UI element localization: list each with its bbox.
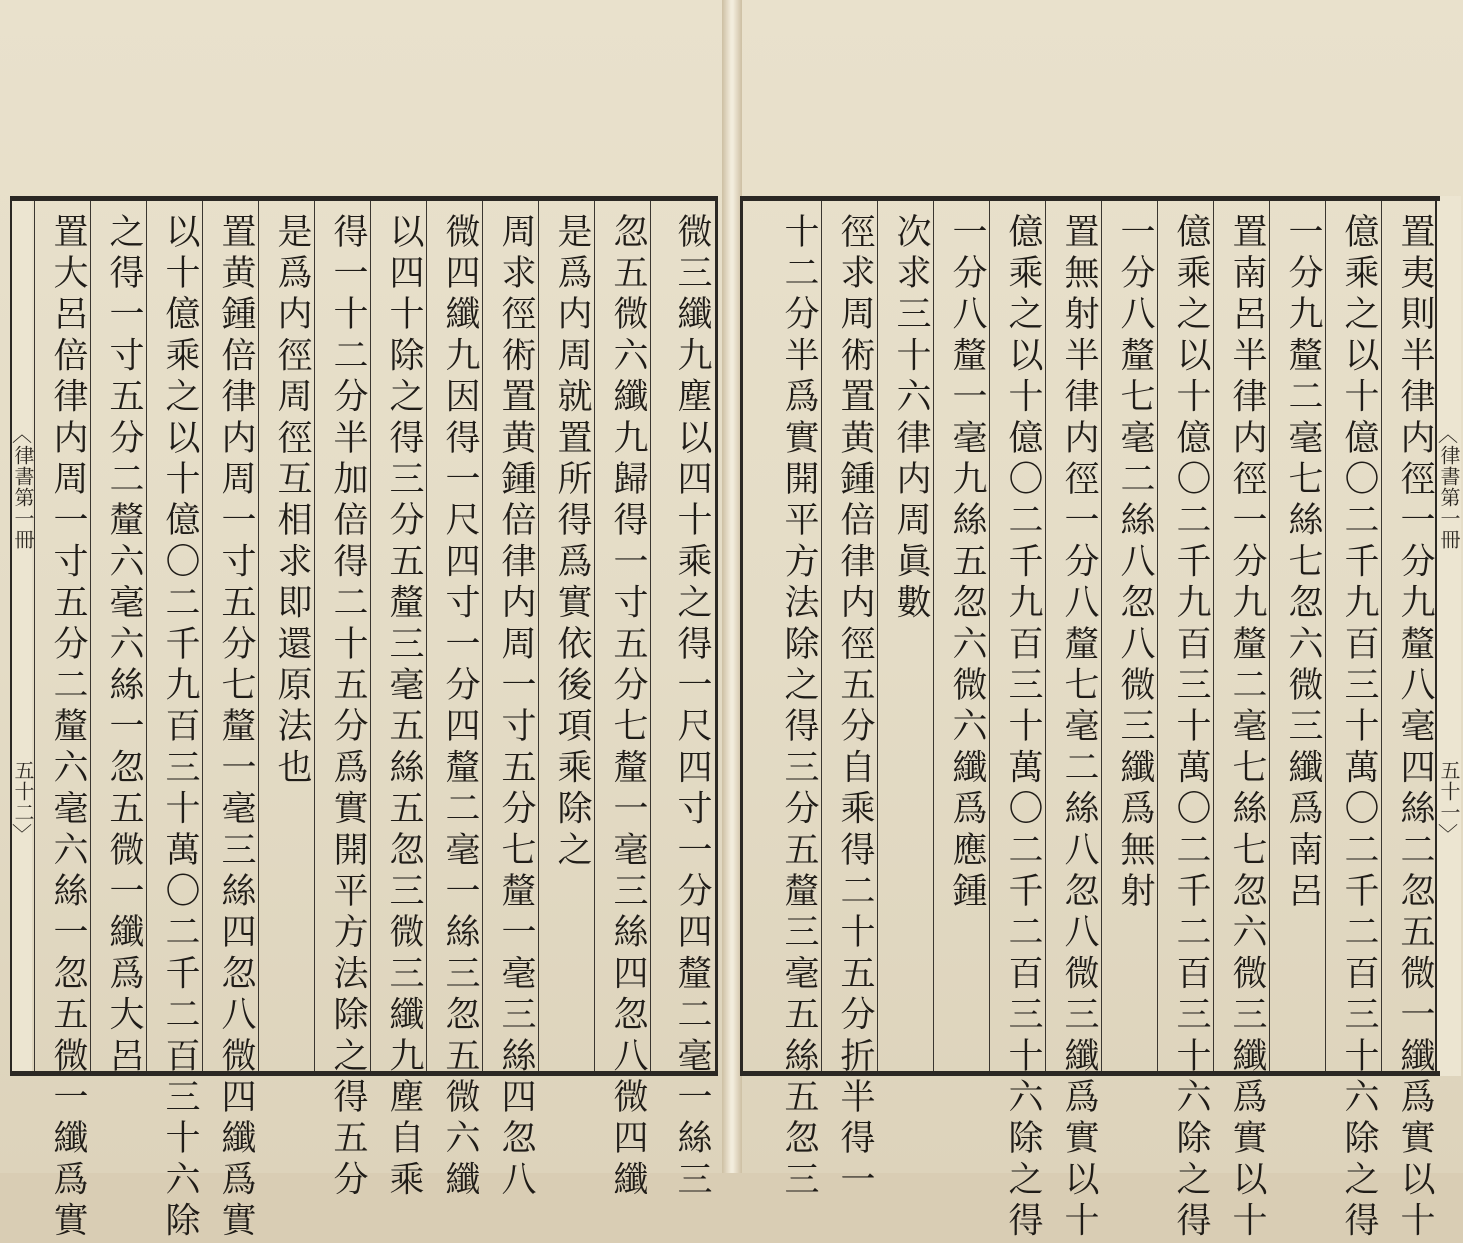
- left-text-frame: [10, 196, 718, 1243]
- book-title-right: 律書第一冊: [1437, 445, 1461, 550]
- text-column: 一分九釐二毫七絲七忽六微三纖爲南呂: [1269, 201, 1325, 1071]
- right-text-frame: [740, 196, 1440, 1243]
- text-column: 周求徑術置黄鍾倍律内周一寸五分七釐一毫三絲四忽八: [482, 201, 538, 1071]
- text-column: 置夷則半律内徑一分九釐八毫四絲二忽五微一纖爲實以十: [1381, 201, 1437, 1071]
- fish-tail-mark-bottom-left: ﹀: [12, 822, 32, 846]
- page-number-right: 五十一: [1437, 760, 1461, 823]
- page-number-left: 五十二: [11, 760, 35, 823]
- book-gutter: [722, 0, 742, 1173]
- text-column: 之得一寸五分二釐六毫六絲一忽五微一纖爲大呂: [90, 201, 146, 1071]
- text-column: 一分八釐七毫二絲八忽八微三纖爲無射: [1101, 201, 1157, 1071]
- text-column: 是爲内徑周徑互相求即還原法也: [258, 201, 314, 1071]
- text-column: 億乘之以十億〇二千九百三十萬〇二千二百三十六除之得: [1157, 201, 1213, 1071]
- text-column: 一分八釐一毫九絲五忽六微六纖爲應鍾: [933, 201, 989, 1071]
- text-column: 以十億乘之以十億〇二千九百三十萬〇二千二百三十六除: [146, 201, 202, 1071]
- text-column: 忽五微六纖九歸得一寸五分七釐一毫三絲四忽八微四纖: [594, 201, 650, 1071]
- text-column: 置大呂倍律内周一寸五分二釐六毫六絲一忽五微一纖爲實: [34, 201, 90, 1071]
- text-column: 億乘之以十億〇二千九百三十萬〇二千二百三十六除之得: [1325, 201, 1381, 1071]
- book-title-left: 律書第一冊: [11, 445, 35, 550]
- fish-tail-mark-top-right: ︿: [1438, 422, 1458, 446]
- text-column: 置無射半律内徑一分八釐七毫二絲八忽八微三纖爲實以十: [1045, 201, 1101, 1071]
- text-column: 次求三十六律内周眞數: [877, 201, 933, 1071]
- text-column: 置南呂半律内徑一分九釐二毫七絲七忽六微三纖爲實以十: [1213, 201, 1269, 1071]
- text-column: 得一十二分半加倍得二十五分爲實開平方法除之得五分: [314, 201, 370, 1071]
- text-column: 徑求周術置黄鍾倍律内徑五分自乘得二十五分折半得一: [821, 201, 877, 1071]
- text-column: 是爲内周就置所得爲實依後項乘除之: [538, 201, 594, 1071]
- text-column: 十二分半爲實開平方法除之得三分五釐三毫五絲五忽三: [779, 213, 819, 1202]
- text-column: 以四十除之得三分五釐三毫五絲五忽三微三纖九塵自乘: [370, 201, 426, 1071]
- fish-tail-mark-top-left: ︿: [12, 422, 32, 446]
- fish-tail-mark-bottom-right: ﹀: [1438, 822, 1458, 846]
- text-column: 億乘之以十億〇二千九百三十萬〇二千二百三十六除之得: [989, 201, 1045, 1071]
- text-column: 微四纖九因得一尺四寸一分四釐二毫一絲三忽五微六纖: [426, 201, 482, 1071]
- text-column: 微三纖九塵以四十乘之得一尺四寸一分四釐二毫一絲三: [650, 201, 714, 1071]
- text-column: 置黄鍾倍律内周一寸五分七釐一毫三絲四忽八微四纖爲實: [202, 201, 258, 1071]
